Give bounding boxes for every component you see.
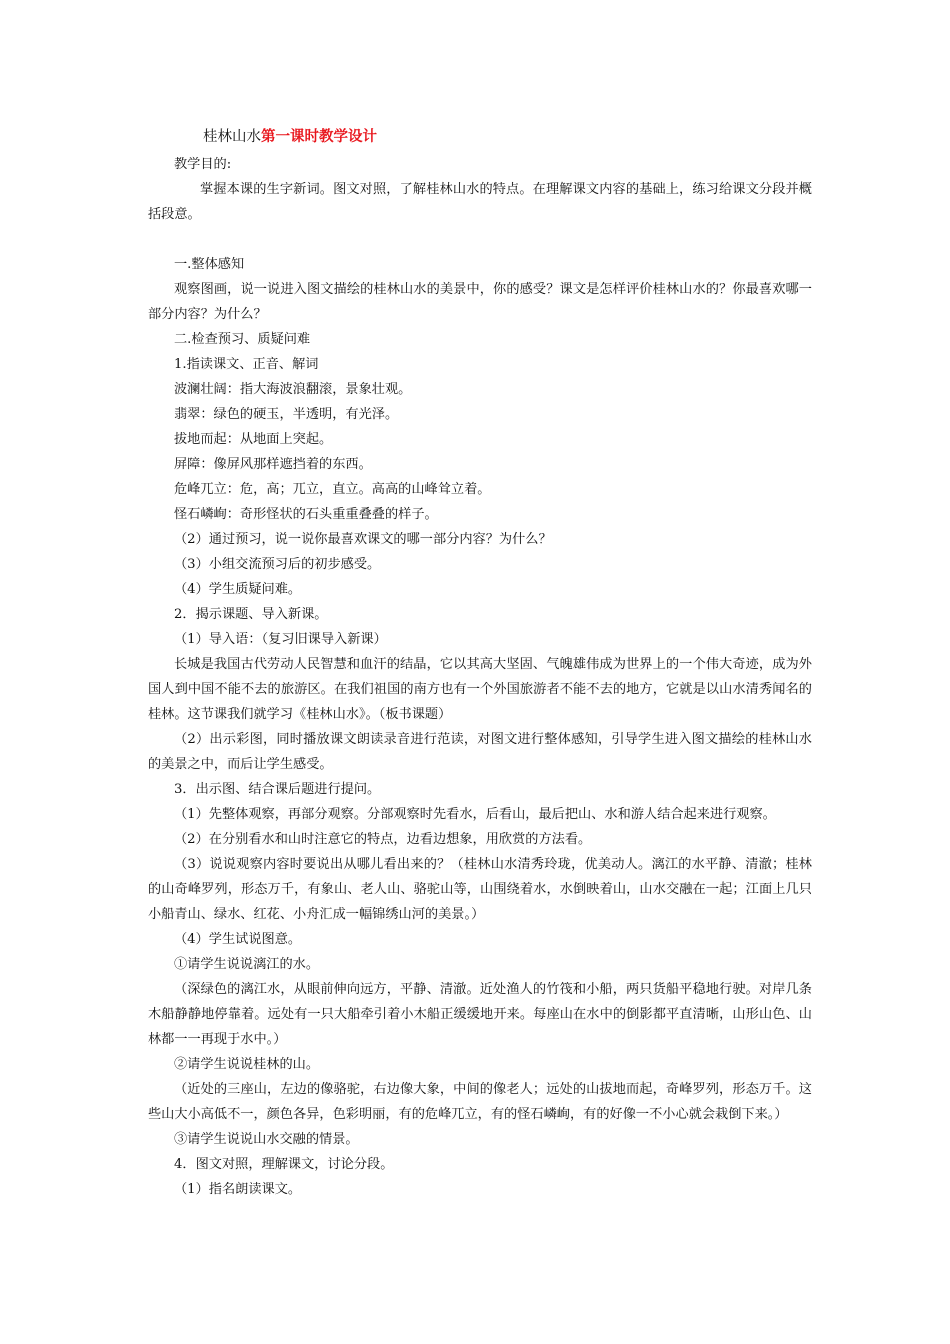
paragraph: 教学目的: [174,157,232,172]
title-emphasis: 第一课时教学设计 [261,128,377,145]
paragraph: ③请学生说说山水交融的情景。 [174,1132,359,1147]
paragraph: ②请学生说说桂林的山。 [174,1057,320,1072]
paragraph: 怪石嶙峋：奇形怪状的石头重重叠叠的样子。 [174,507,438,522]
paragraph: 2．揭示课题、导入新课。 [174,607,328,622]
paragraph: 3．出示图、结合课后题进行提问。 [174,782,381,797]
paragraph: 掌握本课的生字新词。图文对照，了解桂林山水的特点。在理解课文内容的基础上，练习给课文分段并概括段意。 [148,182,812,222]
paragraph: 4．图文对照，理解课文，讨论分段。 [174,1157,394,1172]
paragraph: ①请学生说说漓江的水。 [174,957,320,972]
paragraph: 1.指读课文、正音、解词 [174,357,319,372]
paragraph: （4）学生质疑问难。 [174,582,302,597]
paragraph: （近处的三座山，左边的像骆驼，右边像大象，中间的像老人；远处的山拔地而起，奇峰罗列，形态万千。这些山大小高低不一，颜色各异，色彩明丽，有的危峰兀立，有的怪石嶙峋，有的好像一不小心就会栽倒下来。） [148,1082,812,1122]
blank-line [174,227,812,252]
paragraph: （2）出示彩图，同时播放课文朗读录音进行范读，对图文进行整体感知，引导学生进入图文描绘的桂林山水的美景之中，而后让学生感受。 [148,732,812,772]
paragraph: （3）小组交流预习后的初步感受。 [174,557,381,572]
document-body [148,152,812,1202]
paragraph: 拔地而起：从地面上突起。 [174,432,333,447]
paragraph: 波澜壮阔：指大海波浪翻滚，景象壮观。 [174,382,412,397]
paragraph: 屏障：像屏风那样遮挡着的东西。 [174,457,372,472]
paragraph: 危峰兀立：危，高；兀立，直立。高高的山峰耸立着。 [174,482,491,497]
paragraph: （1）导入语：（复习旧课导入新课） [174,632,387,647]
section-heading: 二.检查预习、质疑问难 [174,332,311,347]
paragraph: （深绿色的漓江水，从眼前伸向远方，平静、清澈。近处渔人的竹筏和小船，两只货船平稳地行驶。对岸几条木船静静地停靠着。远处有一只大船牵引着小木船正缓缓地开来。每座山在水中的倒影都平直清晰，山形山色、山林都一一再现于水中。） [148,982,812,1047]
paragraph: （3）说说观察内容时要说出从哪儿看出来的？（桂林山水清秀玲珑，优美动人。漓江的水平静、清澈；桂林的山奇峰罗列，形态万千，有象山、老人山、骆驼山等，山围绕着水，水倒映着山，山水交融在一起；江面上几只小船青山、绿水、红花、小舟汇成一幅锦绣山河的美景。） [148,857,812,922]
paragraph: （2）通过预习，说一说你最喜欢课文的哪一部分内容？为什么？ [174,532,552,547]
document-title [203,127,377,147]
paragraph: （4）学生试说图意。 [174,932,302,947]
paragraph: 翡翠：绿色的硬玉，半透明，有光泽。 [174,407,399,422]
paragraph: （1）先整体观察，再部分观察。分部观察时先看水，后看山，最后把山、水和游人结合起来进行观察。 [174,807,776,822]
paragraph: 观察图画，说一说进入图文描绘的桂林山水的美景中，你的感受？课文是怎样评价桂林山水的？你最喜欢哪一部分内容？为什么？ [148,282,812,322]
paragraph: （2）在分别看水和山时注意它的特点，边看边想象，用欣赏的方法看。 [174,832,592,847]
paragraph: （1）指名朗读课文。 [174,1182,302,1197]
section-heading: 一.整体感知 [174,257,245,272]
title-plain: 桂林山水 [203,129,261,145]
paragraph: 长城是我国古代劳动人民智慧和血汗的结晶，它以其高大坚固、气魄雄伟成为世界上的一个伟大奇迹，成为外国人到中国不能不去的旅游区。在我们祖国的南方也有一个外国旅游者不能不去的地方，它就是以山水清秀闻名的桂林。这节课我们就学习《桂林山水》。（板书课题） [148,657,812,722]
